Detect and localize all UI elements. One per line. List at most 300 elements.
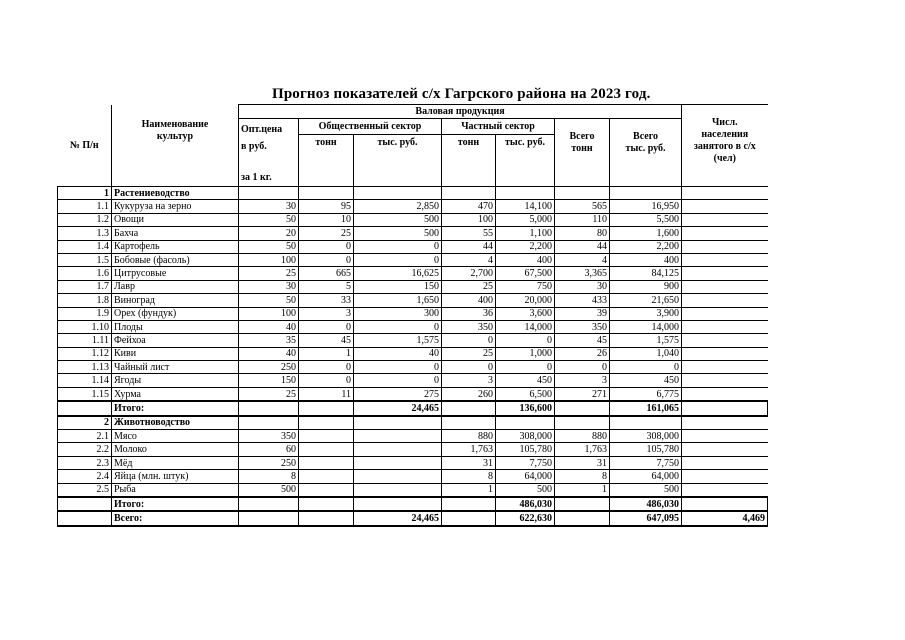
row-number: 2.4 — [58, 470, 112, 483]
subtotal-label: Итого: — [112, 401, 239, 415]
private-thous-rub: 750 — [496, 280, 555, 293]
employed-cell — [682, 430, 768, 443]
employed-cell — [682, 253, 768, 266]
public-tons — [299, 430, 354, 443]
header-private-rub: тыс. руб. — [496, 135, 555, 187]
public-thous-rub — [354, 470, 442, 483]
empty-cell — [442, 187, 496, 200]
total-thous-rub: 500 — [610, 483, 682, 497]
total-tons: 1 — [555, 483, 610, 497]
row-number: 1.8 — [58, 294, 112, 307]
table-row — [58, 280, 768, 293]
private-thous-rub: 14,000 — [496, 320, 555, 333]
subtotal-public-rub — [354, 497, 442, 511]
row-number: 1.14 — [58, 374, 112, 387]
employed-cell — [682, 470, 768, 483]
empty-cell — [58, 401, 112, 415]
total-tons: 3,365 — [555, 267, 610, 280]
total-thous-rub: 3,900 — [610, 307, 682, 320]
header-gross-output: Валовая продукция — [239, 105, 682, 119]
private-tons: 2,700 — [442, 267, 496, 280]
public-tons: 33 — [299, 294, 354, 307]
section-row — [58, 416, 768, 430]
public-thous-rub — [354, 443, 442, 456]
private-thous-rub: 14,100 — [496, 200, 555, 213]
public-tons: 10 — [299, 213, 354, 226]
employed-cell — [682, 483, 768, 497]
crop-name: Виноград — [112, 294, 239, 307]
subtotal-row — [58, 497, 768, 511]
section-number: 1 — [58, 187, 112, 200]
private-tons: 25 — [442, 280, 496, 293]
total-tons: 3 — [555, 374, 610, 387]
total-thous-rub: 105,780 — [610, 443, 682, 456]
private-thous-rub: 500 — [496, 483, 555, 497]
wholesale-price: 50 — [239, 213, 299, 226]
private-thous-rub: 308,000 — [496, 430, 555, 443]
employed-cell — [682, 267, 768, 280]
total-thous-rub: 900 — [610, 280, 682, 293]
total-thous-rub: 400 — [610, 253, 682, 266]
private-tons: 350 — [442, 320, 496, 333]
private-tons: 0 — [442, 361, 496, 374]
public-thous-rub: 16,625 — [354, 267, 442, 280]
header-price — [239, 119, 299, 187]
total-tons: 565 — [555, 200, 610, 213]
total-thous-rub: 6,775 — [610, 387, 682, 401]
empty-cell — [555, 416, 610, 430]
row-number: 2.5 — [58, 483, 112, 497]
public-thous-rub — [354, 430, 442, 443]
total-tons: 45 — [555, 334, 610, 347]
total-tons: 39 — [555, 307, 610, 320]
wholesale-price: 250 — [239, 456, 299, 469]
public-thous-rub: 0 — [354, 253, 442, 266]
row-number: 1.3 — [58, 227, 112, 240]
crop-name: Рыба — [112, 483, 239, 497]
employed-cell — [682, 294, 768, 307]
total-tons: 8 — [555, 470, 610, 483]
private-tons: 260 — [442, 387, 496, 401]
wholesale-price: 40 — [239, 347, 299, 360]
public-tons: 1 — [299, 347, 354, 360]
private-tons: 3 — [442, 374, 496, 387]
private-tons: 1 — [442, 483, 496, 497]
public-tons: 45 — [299, 334, 354, 347]
header-public-rub: тыс. руб. — [354, 135, 442, 187]
total-tons: 0 — [555, 361, 610, 374]
empty-cell — [610, 416, 682, 430]
public-thous-rub: 0 — [354, 240, 442, 253]
header-name — [112, 105, 239, 187]
private-tons: 31 — [442, 456, 496, 469]
total-tons: 433 — [555, 294, 610, 307]
header-employed-line2: населения — [701, 129, 749, 140]
empty-cell — [299, 187, 354, 200]
wholesale-price: 50 — [239, 240, 299, 253]
section-number: 2 — [58, 416, 112, 430]
header-name-line2: культур — [156, 130, 194, 142]
grand-total-employed: 4,469 — [682, 511, 768, 525]
wholesale-price: 8 — [239, 470, 299, 483]
public-tons: 0 — [299, 361, 354, 374]
public-thous-rub: 500 — [354, 213, 442, 226]
public-tons — [299, 470, 354, 483]
public-thous-rub: 0 — [354, 320, 442, 333]
header-private-tons: тонн — [442, 135, 496, 187]
table-row — [58, 361, 768, 374]
crop-name: Картофель — [112, 240, 239, 253]
empty-cell — [442, 497, 496, 511]
private-thous-rub: 2,200 — [496, 240, 555, 253]
employed-cell — [682, 280, 768, 293]
empty-cell — [299, 416, 354, 430]
total-thous-rub: 1,600 — [610, 227, 682, 240]
header-employed-line3: занятого в с/х — [693, 141, 756, 152]
empty-cell — [442, 416, 496, 430]
public-tons: 665 — [299, 267, 354, 280]
header-total-rub — [610, 119, 682, 187]
subtotal-private-rub: 136,600 — [496, 401, 555, 415]
header-total-tons-line1: Всего — [569, 131, 595, 142]
header-private-sector: Частный сектор — [442, 119, 555, 135]
header-name-line1: Наименование — [141, 118, 209, 130]
empty-cell — [496, 187, 555, 200]
forecast-table — [57, 104, 768, 527]
public-thous-rub: 1,575 — [354, 334, 442, 347]
private-thous-rub: 3,600 — [496, 307, 555, 320]
header-employed-line1: Числ. — [711, 117, 738, 128]
table-row — [58, 200, 768, 213]
private-thous-rub: 6,500 — [496, 387, 555, 401]
header-public-sector: Общественный сектор — [299, 119, 442, 135]
wholesale-price: 100 — [239, 253, 299, 266]
total-tons: 271 — [555, 387, 610, 401]
wholesale-price: 40 — [239, 320, 299, 333]
public-tons: 25 — [299, 227, 354, 240]
table-row — [58, 347, 768, 360]
total-tons: 110 — [555, 213, 610, 226]
table-row — [58, 294, 768, 307]
wholesale-price: 20 — [239, 227, 299, 240]
private-tons: 8 — [442, 470, 496, 483]
empty-cell — [58, 497, 112, 511]
table-row — [58, 253, 768, 266]
header-num: № П/н — [58, 105, 112, 187]
total-tons: 4 — [555, 253, 610, 266]
empty-cell — [682, 416, 768, 430]
employed-cell — [682, 443, 768, 456]
private-thous-rub: 1,100 — [496, 227, 555, 240]
employed-cell — [682, 456, 768, 469]
total-tons: 31 — [555, 456, 610, 469]
total-thous-rub: 0 — [610, 361, 682, 374]
public-tons: 0 — [299, 374, 354, 387]
subtotal-label: Итого: — [112, 497, 239, 511]
employed-cell — [682, 227, 768, 240]
empty-cell — [239, 416, 299, 430]
crop-name: Киви — [112, 347, 239, 360]
table-row — [58, 430, 768, 443]
empty-cell — [239, 497, 299, 511]
header-employed-line4: (чел) — [713, 153, 736, 164]
private-tons: 1,763 — [442, 443, 496, 456]
crop-name: Чайный лист — [112, 361, 239, 374]
crop-name: Кукуруза на зерно — [112, 200, 239, 213]
row-number: 1.2 — [58, 213, 112, 226]
total-thous-rub: 1,575 — [610, 334, 682, 347]
crop-name: Плоды — [112, 320, 239, 333]
table-row — [58, 320, 768, 333]
table-row — [58, 227, 768, 240]
crop-name: Фейхоа — [112, 334, 239, 347]
crop-name: Овощи — [112, 213, 239, 226]
table-row — [58, 387, 768, 401]
total-tons: 880 — [555, 430, 610, 443]
table-row — [58, 374, 768, 387]
total-thous-rub: 64,000 — [610, 470, 682, 483]
empty-cell — [682, 497, 768, 511]
private-thous-rub: 5,000 — [496, 213, 555, 226]
private-thous-rub: 400 — [496, 253, 555, 266]
total-thous-rub: 16,950 — [610, 200, 682, 213]
total-thous-rub: 2,200 — [610, 240, 682, 253]
total-thous-rub: 1,040 — [610, 347, 682, 360]
row-number: 1.1 — [58, 200, 112, 213]
private-thous-rub: 7,750 — [496, 456, 555, 469]
crop-name: Бобовые (фасоль) — [112, 253, 239, 266]
total-thous-rub: 5,500 — [610, 213, 682, 226]
public-tons: 0 — [299, 253, 354, 266]
private-thous-rub: 1,000 — [496, 347, 555, 360]
public-thous-rub: 500 — [354, 227, 442, 240]
subtotal-row — [58, 401, 768, 415]
public-tons — [299, 483, 354, 497]
total-tons: 80 — [555, 227, 610, 240]
crop-name: Яйца (млн. штук) — [112, 470, 239, 483]
private-thous-rub: 20,000 — [496, 294, 555, 307]
crop-name: Мясо — [112, 430, 239, 443]
grand-total-row — [58, 511, 768, 525]
empty-cell — [299, 511, 354, 525]
public-tons: 11 — [299, 387, 354, 401]
empty-cell — [682, 401, 768, 415]
empty-cell — [299, 497, 354, 511]
crop-name: Молоко — [112, 443, 239, 456]
public-thous-rub: 0 — [354, 361, 442, 374]
employed-cell — [682, 347, 768, 360]
employed-cell — [682, 387, 768, 401]
empty-cell — [239, 511, 299, 525]
row-number: 2.1 — [58, 430, 112, 443]
grand-total-private-rub: 622,630 — [496, 511, 555, 525]
header-total-rub-line2: тыс. руб. — [625, 143, 666, 154]
page-title: Прогноз показателей с/х Гагрского района на 2023 год. — [272, 86, 651, 102]
public-tons: 0 — [299, 320, 354, 333]
subtotal-total-rub: 486,030 — [610, 497, 682, 511]
header-price-line3: за 1 кг. — [241, 172, 272, 183]
private-tons: 25 — [442, 347, 496, 360]
row-number: 1.6 — [58, 267, 112, 280]
private-tons: 55 — [442, 227, 496, 240]
wholesale-price: 150 — [239, 374, 299, 387]
empty-cell — [555, 497, 610, 511]
empty-cell — [555, 401, 610, 415]
public-tons: 95 — [299, 200, 354, 213]
public-thous-rub: 275 — [354, 387, 442, 401]
employed-cell — [682, 213, 768, 226]
private-tons: 100 — [442, 213, 496, 226]
grand-total-public-rub: 24,465 — [354, 511, 442, 525]
row-number: 1.12 — [58, 347, 112, 360]
header-total-tons-line2: тонн — [571, 143, 593, 154]
header-price-line2: в руб. — [241, 141, 267, 152]
subtotal-private-rub: 486,030 — [496, 497, 555, 511]
row-number: 1.11 — [58, 334, 112, 347]
header-total-tons — [555, 119, 610, 187]
wholesale-price: 50 — [239, 294, 299, 307]
empty-cell — [442, 511, 496, 525]
row-number: 2.3 — [58, 456, 112, 469]
header-price-line1: Опт.цена — [241, 124, 283, 135]
header-total-rub-line1: Всего — [633, 131, 658, 142]
subtotal-total-rub: 161,065 — [610, 401, 682, 415]
employed-cell — [682, 320, 768, 333]
total-thous-rub: 14,000 — [610, 320, 682, 333]
empty-cell — [354, 416, 442, 430]
wholesale-price: 250 — [239, 361, 299, 374]
table-row — [58, 483, 768, 497]
private-thous-rub: 0 — [496, 334, 555, 347]
total-thous-rub: 450 — [610, 374, 682, 387]
table-row — [58, 240, 768, 253]
private-tons: 44 — [442, 240, 496, 253]
employed-cell — [682, 200, 768, 213]
empty-cell — [442, 401, 496, 415]
empty-cell — [496, 416, 555, 430]
public-thous-rub: 300 — [354, 307, 442, 320]
public-thous-rub — [354, 456, 442, 469]
employed-cell — [682, 307, 768, 320]
empty-cell — [354, 187, 442, 200]
crop-name: Лавр — [112, 280, 239, 293]
private-tons: 0 — [442, 334, 496, 347]
wholesale-price: 100 — [239, 307, 299, 320]
employed-cell — [682, 334, 768, 347]
private-tons: 4 — [442, 253, 496, 266]
section-name: Растениеводство — [112, 187, 239, 200]
crop-name: Орех (фундук) — [112, 307, 239, 320]
crop-name: Мёд — [112, 456, 239, 469]
private-tons: 880 — [442, 430, 496, 443]
crop-name: Хурма — [112, 387, 239, 401]
row-number: 1.9 — [58, 307, 112, 320]
subtotal-public-rub: 24,465 — [354, 401, 442, 415]
row-number: 1.4 — [58, 240, 112, 253]
total-tons: 30 — [555, 280, 610, 293]
public-tons: 3 — [299, 307, 354, 320]
employed-cell — [682, 240, 768, 253]
table-row — [58, 470, 768, 483]
wholesale-price: 60 — [239, 443, 299, 456]
total-tons: 1,763 — [555, 443, 610, 456]
empty-cell — [610, 187, 682, 200]
section-name: Животноводство — [112, 416, 239, 430]
empty-cell — [239, 401, 299, 415]
wholesale-price: 350 — [239, 430, 299, 443]
wholesale-price: 35 — [239, 334, 299, 347]
empty-cell — [555, 187, 610, 200]
public-thous-rub: 40 — [354, 347, 442, 360]
wholesale-price: 25 — [239, 387, 299, 401]
total-thous-rub: 21,650 — [610, 294, 682, 307]
employed-cell — [682, 374, 768, 387]
crop-name: Бахча — [112, 227, 239, 240]
table-body — [58, 187, 768, 526]
wholesale-price: 30 — [239, 280, 299, 293]
row-number: 1.10 — [58, 320, 112, 333]
private-thous-rub: 450 — [496, 374, 555, 387]
private-thous-rub: 105,780 — [496, 443, 555, 456]
public-tons: 0 — [299, 240, 354, 253]
row-number: 1.5 — [58, 253, 112, 266]
grand-total-total-rub: 647,095 — [610, 511, 682, 525]
row-number: 1.15 — [58, 387, 112, 401]
table-row — [58, 213, 768, 226]
grand-total-label: Всего: — [112, 511, 239, 525]
crop-name: Цитрусовые — [112, 267, 239, 280]
public-thous-rub — [354, 483, 442, 497]
wholesale-price: 30 — [239, 200, 299, 213]
header-employed — [682, 105, 768, 187]
total-tons: 350 — [555, 320, 610, 333]
private-thous-rub: 64,000 — [496, 470, 555, 483]
section-row — [58, 187, 768, 200]
private-tons: 400 — [442, 294, 496, 307]
public-thous-rub: 2,850 — [354, 200, 442, 213]
empty-cell — [555, 511, 610, 525]
empty-cell — [239, 187, 299, 200]
total-thous-rub: 84,125 — [610, 267, 682, 280]
table-row — [58, 456, 768, 469]
private-thous-rub: 0 — [496, 361, 555, 374]
public-thous-rub: 1,650 — [354, 294, 442, 307]
private-tons: 36 — [442, 307, 496, 320]
wholesale-price: 25 — [239, 267, 299, 280]
row-number: 1.13 — [58, 361, 112, 374]
row-number: 2.2 — [58, 443, 112, 456]
employed-cell — [682, 361, 768, 374]
table-row — [58, 267, 768, 280]
total-tons: 44 — [555, 240, 610, 253]
private-thous-rub: 67,500 — [496, 267, 555, 280]
public-thous-rub: 0 — [354, 374, 442, 387]
total-thous-rub: 308,000 — [610, 430, 682, 443]
public-tons: 5 — [299, 280, 354, 293]
empty-cell — [58, 511, 112, 525]
wholesale-price: 500 — [239, 483, 299, 497]
total-tons: 26 — [555, 347, 610, 360]
header-public-tons: тонн — [299, 135, 354, 187]
empty-cell — [682, 187, 768, 200]
table-row — [58, 334, 768, 347]
private-tons: 470 — [442, 200, 496, 213]
crop-name: Ягоды — [112, 374, 239, 387]
table-row — [58, 443, 768, 456]
row-number: 1.7 — [58, 280, 112, 293]
table-row — [58, 307, 768, 320]
empty-cell — [299, 401, 354, 415]
